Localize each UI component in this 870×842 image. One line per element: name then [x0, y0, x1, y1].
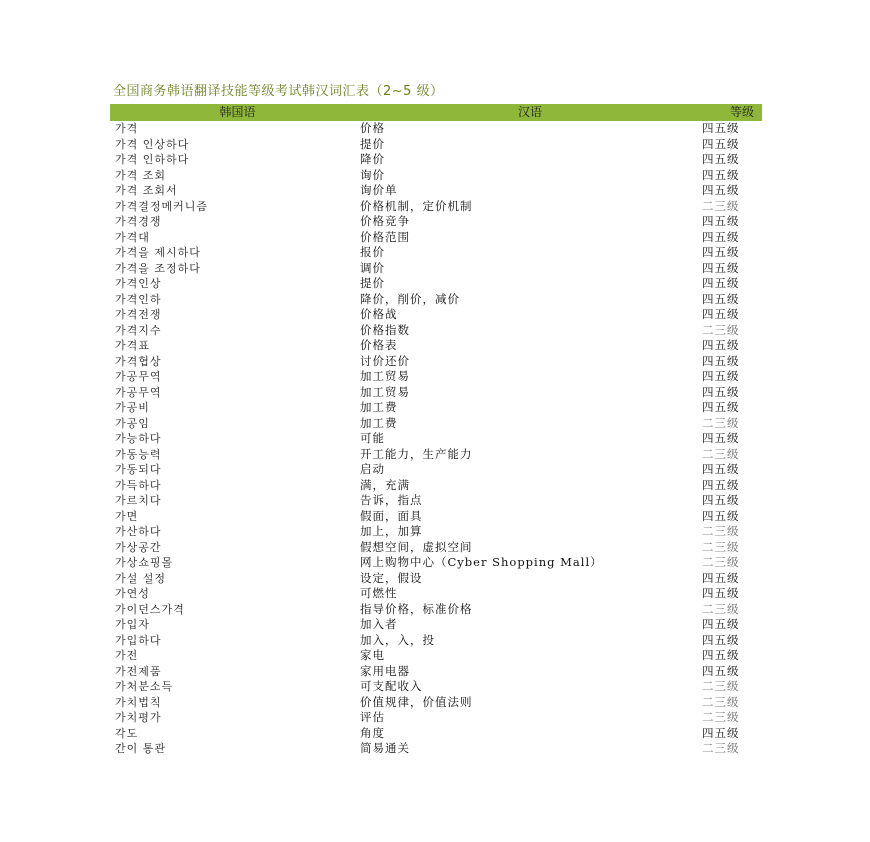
korean-term: 가득하다	[115, 478, 162, 492]
korean-term: 가전	[115, 649, 139, 662]
level-label: 四五级	[702, 648, 740, 662]
korean-term: 가격을 조정하다	[115, 261, 201, 275]
level-label: 二三级	[702, 322, 740, 337]
chinese-translation: 加入，入，投	[360, 632, 435, 647]
table-row	[110, 276, 762, 292]
level-label: 四五级	[702, 214, 740, 228]
chinese-translation: 加工贸易	[360, 369, 410, 383]
table-row	[110, 137, 762, 153]
table-row	[110, 710, 762, 726]
chinese-translation: 加工贸易	[360, 384, 410, 399]
chinese-translation: 指导价格，标准价格	[360, 601, 473, 616]
table-row	[110, 152, 762, 168]
level-label: 四五级	[702, 183, 740, 197]
table-row	[110, 571, 762, 587]
korean-term: 가공무역	[115, 385, 162, 399]
chinese-translation: 价格指数	[360, 322, 410, 337]
chinese-translation: 调价	[360, 260, 385, 275]
chinese-translation: 可支配收入	[360, 679, 423, 693]
table-row	[110, 199, 762, 215]
table-row	[110, 602, 762, 618]
chinese-translation: 价值规律，价值法则	[360, 694, 473, 709]
korean-term: 가격 조회	[115, 168, 167, 182]
korean-term: 각도	[115, 726, 139, 740]
chinese-translation: 家用电器	[360, 663, 410, 678]
korean-term: 가격 조회서	[115, 184, 178, 197]
header-korean: 韩国语	[219, 105, 256, 119]
korean-term: 가이던스가격	[115, 602, 185, 616]
level-label: 四五级	[702, 167, 740, 182]
level-label: 四五级	[702, 400, 740, 414]
korean-term: 가입자	[115, 618, 150, 631]
table-row	[110, 261, 762, 277]
chinese-translation: 加工费	[360, 400, 398, 414]
chinese-translation: 提价	[360, 136, 385, 151]
korean-term: 가공비	[115, 401, 150, 414]
level-label: 四五级	[702, 369, 740, 383]
chinese-translation: 讨价还价	[360, 353, 410, 368]
table-row	[110, 555, 762, 571]
vocabulary-table	[110, 104, 762, 757]
table-row	[110, 524, 762, 540]
table-row	[110, 633, 762, 649]
chinese-translation: 价格机制，定价机制	[360, 198, 473, 213]
korean-term: 가치법칙	[115, 695, 162, 709]
chinese-translation: 角度	[360, 725, 385, 740]
level-label: 二三级	[702, 679, 740, 693]
korean-term: 가연성	[115, 587, 150, 600]
korean-term: 가전제품	[115, 664, 162, 678]
table-row	[110, 168, 762, 184]
korean-term: 가치평가	[115, 711, 162, 724]
korean-term: 가르치다	[115, 494, 162, 507]
chinese-translation: 提价	[360, 276, 385, 290]
table-row	[110, 679, 762, 695]
table-row	[110, 385, 762, 401]
table-row	[110, 431, 762, 447]
level-label: 四五级	[702, 121, 740, 135]
chinese-translation: 加上，加算	[360, 524, 423, 538]
korean-term: 가격 인상하다	[115, 137, 190, 151]
chinese-translation: 降价，削价，减价	[360, 291, 460, 306]
level-label: 四五级	[702, 260, 740, 275]
level-label: 四五级	[702, 276, 740, 290]
chinese-translation: 降价	[360, 152, 385, 166]
chinese-translation: 假面，面具	[360, 508, 423, 523]
table-row	[110, 586, 762, 602]
level-label: 四五级	[702, 229, 740, 244]
level-label: 四五级	[702, 384, 740, 399]
level-label: 四五级	[702, 307, 740, 321]
chinese-translation: 满，充满	[360, 477, 410, 492]
korean-term: 가상쇼핑몰	[115, 556, 174, 569]
level-label: 二三级	[702, 601, 740, 616]
level-label: 四五级	[702, 338, 740, 352]
chinese-translation: 加工费	[360, 415, 398, 430]
chinese-translation: 价格范围	[360, 229, 410, 244]
table-row	[110, 648, 762, 664]
table-row	[110, 726, 762, 742]
level-label: 二三级	[702, 198, 740, 213]
chinese-translation: 可能	[360, 431, 385, 445]
table-row	[110, 447, 762, 463]
level-label: 四五级	[702, 291, 740, 306]
korean-term: 가동되다	[115, 463, 162, 476]
table-row	[110, 478, 762, 494]
chinese-translation: 假想空间，虚拟空间	[360, 539, 473, 554]
level-label: 四五级	[702, 477, 740, 492]
level-label: 四五级	[702, 586, 740, 600]
table-row	[110, 338, 762, 354]
chinese-translation: 报价	[360, 245, 385, 259]
chinese-translation: 评估	[360, 710, 385, 724]
chinese-translation: 开工能力，生产能力	[360, 446, 473, 461]
chinese-translation: 价格竞争	[360, 214, 410, 228]
korean-term: 가격협상	[115, 354, 162, 368]
table-row	[110, 493, 762, 509]
table-row	[110, 664, 762, 680]
chinese-translation: 告诉，指点	[360, 493, 423, 507]
table-row	[110, 214, 762, 230]
korean-term: 간이 통관	[115, 742, 167, 755]
level-label: 二三级	[702, 694, 740, 709]
level-label: 二三级	[702, 539, 740, 554]
level-label: 四五级	[702, 508, 740, 523]
chinese-translation: 价格	[360, 121, 385, 135]
level-label: 二三级	[702, 741, 740, 755]
level-label: 二三级	[702, 524, 740, 538]
korean-term: 가격전쟁	[115, 308, 162, 321]
korean-term: 가동능력	[115, 447, 162, 461]
table-row	[110, 509, 762, 525]
level-label: 二三级	[702, 555, 740, 569]
level-label: 四五级	[702, 245, 740, 259]
korean-term: 가공무역	[115, 370, 162, 383]
table-row	[110, 540, 762, 556]
chinese-translation: 简易通关	[360, 741, 410, 755]
table-row	[110, 354, 762, 370]
table-header	[110, 104, 762, 121]
table-row	[110, 416, 762, 432]
table-row	[110, 292, 762, 308]
table-row	[110, 400, 762, 416]
level-label: 四五级	[702, 663, 740, 678]
korean-term: 가격표	[115, 339, 150, 352]
korean-term: 가격경쟁	[115, 215, 162, 228]
korean-term: 가격결정메커니즘	[115, 199, 209, 213]
chinese-translation: 加入者	[360, 617, 398, 631]
korean-term: 가공임	[115, 416, 150, 430]
chinese-translation: 询价	[360, 167, 385, 182]
korean-term: 가처분소득	[115, 680, 174, 693]
korean-term: 가격	[115, 122, 139, 135]
table-row	[110, 617, 762, 633]
chinese-translation: 家电	[360, 648, 385, 662]
level-label: 四五级	[702, 725, 740, 740]
table-row	[110, 245, 762, 261]
header-level: 等级	[729, 105, 754, 119]
header-chinese: 汉语	[517, 105, 542, 119]
korean-term: 가상공간	[115, 540, 162, 554]
level-label: 四五级	[702, 462, 740, 476]
table-row	[110, 307, 762, 323]
korean-term: 가입하다	[115, 633, 162, 647]
chinese-translation: 价格战	[360, 307, 398, 321]
table-row	[110, 741, 762, 757]
table-body	[110, 121, 762, 757]
chinese-translation: 设定，假设	[360, 570, 423, 585]
level-label: 二三级	[702, 415, 740, 430]
chinese-translation: 网上购物中心（Cyber Shopping Mall）	[360, 555, 603, 569]
korean-term: 가면	[115, 509, 139, 523]
korean-term: 가격 인하하다	[115, 153, 190, 166]
table-row	[110, 230, 762, 246]
korean-term: 가격지수	[115, 323, 162, 337]
table-row	[110, 695, 762, 711]
level-label: 四五级	[702, 493, 740, 507]
table-row	[110, 462, 762, 478]
table-row	[110, 183, 762, 199]
level-label: 二三级	[702, 710, 740, 724]
korean-term: 가격인하	[115, 292, 162, 306]
level-label: 四五级	[702, 152, 740, 166]
chinese-translation: 可燃性	[360, 586, 398, 600]
korean-term: 가격대	[115, 230, 150, 244]
document-title: 全国商务韩语翻译技能等级考试韩汉词汇表（2~5 级）	[113, 84, 444, 99]
chinese-translation: 价格表	[360, 338, 398, 352]
chinese-translation: 启动	[360, 462, 385, 476]
level-label: 四五级	[702, 632, 740, 647]
table-row	[110, 369, 762, 385]
level-label: 四五级	[702, 570, 740, 585]
korean-term: 가능하다	[115, 432, 162, 445]
korean-term: 가격인상	[115, 277, 162, 290]
korean-term: 가격을 제시하다	[115, 246, 201, 259]
level-label: 四五级	[702, 431, 740, 445]
level-label: 四五级	[702, 136, 740, 151]
table-row	[110, 121, 762, 137]
chinese-translation: 询价单	[360, 183, 398, 197]
korean-term: 가산하다	[115, 525, 162, 538]
level-label: 二三级	[702, 446, 740, 461]
level-label: 四五级	[702, 353, 740, 368]
table-row	[110, 323, 762, 339]
korean-term: 가설 설정	[115, 571, 167, 585]
level-label: 四五级	[702, 617, 740, 631]
